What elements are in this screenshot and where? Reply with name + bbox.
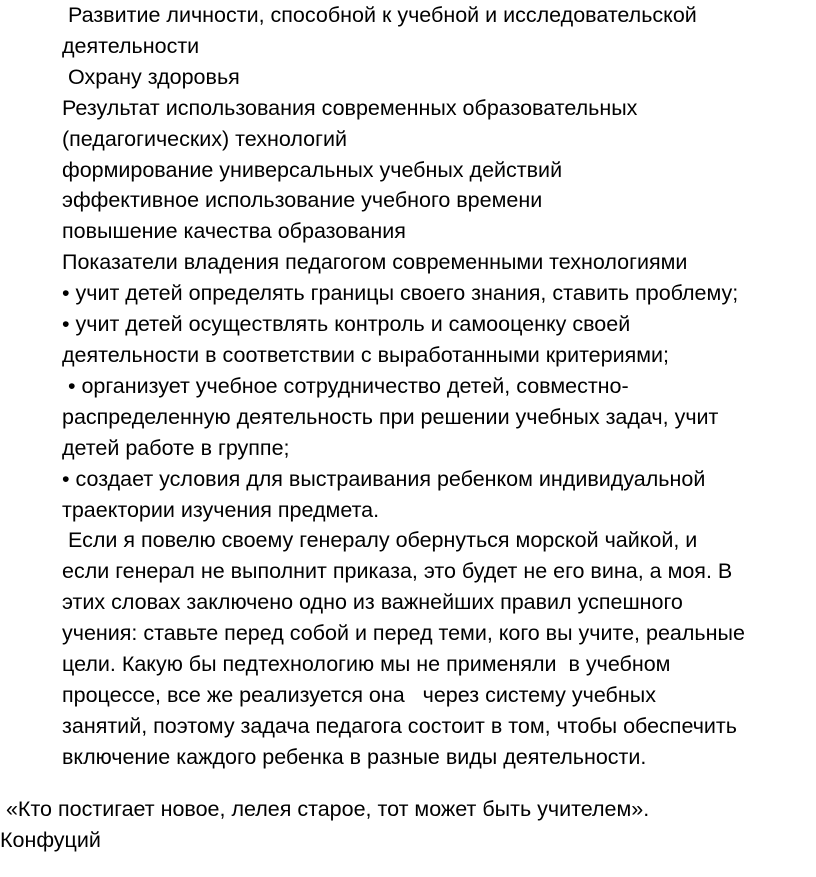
text-line: Результат использования современных образовательных (62, 95, 638, 120)
text-line: повышение качества образования (62, 219, 406, 244)
quote-text: «Кто постигает новое, лелея старое, тот может быть учителем». (0, 797, 650, 821)
paragraph-line: цели. Какую бы педтехнологию мы не применяли в учебном (62, 652, 671, 677)
quote-author: Конфуций (0, 828, 101, 852)
paragraph-line: учения: ставьте перед собой и перед теми, кого вы учите, реальные (62, 621, 745, 646)
bullet-line: • организует учебное сотрудничество детей, совместно- (62, 373, 629, 398)
paragraph-line: включение каждого ребенка в разные виды деятельности. (62, 744, 647, 769)
text-line: Охрану здоровья (62, 64, 240, 89)
text-line: траектории изучения предмета. (62, 497, 380, 522)
bullet-line: • учит детей осуществлять контроль и самооценку своей (62, 312, 631, 337)
text-line: эффективное использование учебного времени (62, 188, 543, 213)
text-line: Развитие личности, способной к учебной и исследовательской (62, 3, 697, 27)
text-line: детей работе в группе; (62, 435, 290, 460)
document-body (62, 0, 816, 773)
epigraph-quote (0, 794, 816, 856)
text-line: (педагогических) технологий (62, 126, 347, 151)
paragraph-line: этих словах заключено одно из важнейших правил успешного (62, 590, 683, 615)
text-line: распределенную деятельность при решении учебных задач, учит (62, 404, 719, 429)
paragraph-line: Если я повелю своему генералу обернуться морской чайкой, и (62, 528, 698, 553)
paragraph-line: занятий, поэтому задача педагога состоит в том, чтобы обеспечить (62, 713, 737, 738)
text-line: деятельности (62, 33, 200, 58)
text-line: Показатели владения педагогом современными технологиями (62, 250, 688, 275)
text-line: деятельности в соответствии с выработанными критериями; (62, 342, 670, 367)
paragraph-line: процессе, все же реализуется она через систему учебных (62, 682, 656, 707)
text-line: формирование универсальных учебных действий (62, 157, 563, 182)
paragraph-line: если генерал не выполнит приказа, это будет не его вина, а моя. В (62, 559, 733, 584)
bullet-line: • создает условия для выстраивания ребенком индивидуальной (62, 466, 706, 491)
bullet-line: • учит детей определять границы своего знания, ставить проблему; (62, 281, 739, 306)
